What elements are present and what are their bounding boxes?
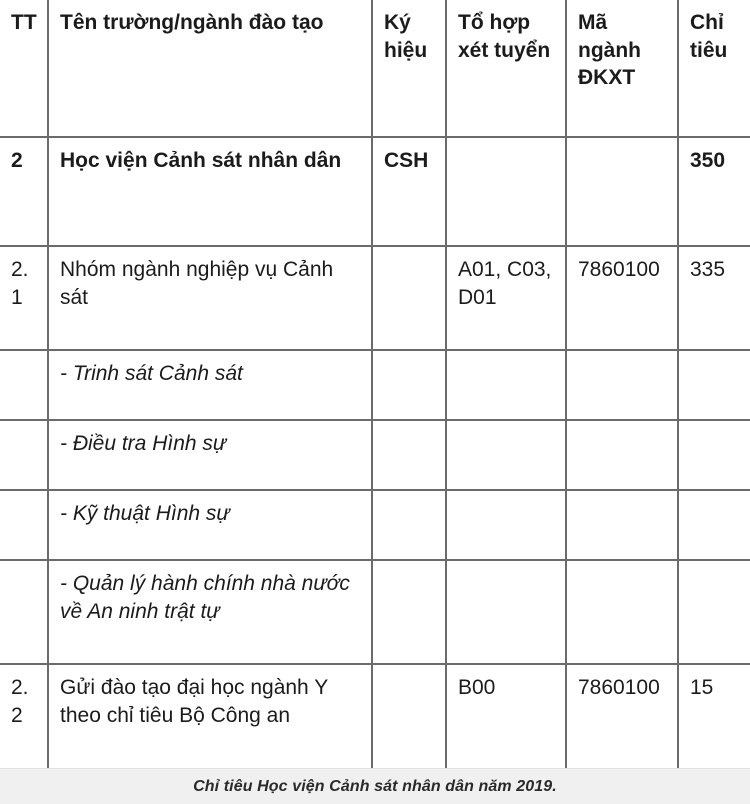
cell-combo <box>446 560 566 664</box>
cell-tt <box>0 350 48 420</box>
cell-tt <box>0 420 48 490</box>
column-header-name: Tên trường/ngành đào tạo <box>48 0 372 137</box>
figure-caption: Chỉ tiêu Học viện Cảnh sát nhân dân năm 2019. <box>193 777 557 795</box>
cell-code <box>372 490 446 560</box>
table-row <box>0 664 750 768</box>
cell-tt <box>0 560 48 664</box>
cell-combo: A01, C03, D01 <box>446 246 566 350</box>
table-row <box>0 137 750 246</box>
cell-tt <box>0 490 48 560</box>
cell-combo <box>446 420 566 490</box>
cell-tt: 2 <box>0 137 48 246</box>
column-header-code: Ký hiệu <box>372 0 446 137</box>
cell-quota <box>678 350 750 420</box>
cell-major <box>566 420 678 490</box>
cell-name: Nhóm ngành nghiệp vụ Cảnh sát <box>48 246 372 350</box>
table-row <box>0 350 750 420</box>
cell-major: 7860100 <box>566 246 678 350</box>
table-row <box>0 420 750 490</box>
cell-code: CSH <box>372 137 446 246</box>
cell-name: - Trinh sát Cảnh sát <box>48 350 372 420</box>
cell-major: 7860100 <box>566 664 678 768</box>
cell-quota: 350 <box>678 137 750 246</box>
cell-name: Gửi đào tạo đại học ngành Y theo chỉ tiêu Bộ Công an <box>48 664 372 768</box>
table-header-row <box>0 0 750 137</box>
cell-combo: B00 <box>446 664 566 768</box>
cell-major <box>566 490 678 560</box>
cell-name: Học viện Cảnh sát nhân dân <box>48 137 372 246</box>
cell-quota <box>678 420 750 490</box>
column-header-tt: TT <box>0 0 48 137</box>
cell-quota <box>678 490 750 560</box>
cell-code <box>372 664 446 768</box>
cell-combo <box>446 350 566 420</box>
column-header-major: Mã ngành ĐKXT <box>566 0 678 137</box>
cell-code <box>372 420 446 490</box>
cell-quota <box>678 560 750 664</box>
cell-combo <box>446 490 566 560</box>
cell-tt: 2.2 <box>0 664 48 768</box>
cell-major <box>566 560 678 664</box>
figure-caption-bar <box>0 768 750 804</box>
cell-name: - Điều tra Hình sự <box>48 420 372 490</box>
table-row <box>0 490 750 560</box>
cell-major <box>566 350 678 420</box>
cell-name: - Kỹ thuật Hình sự <box>48 490 372 560</box>
cell-quota: 15 <box>678 664 750 768</box>
cell-tt: 2.1 <box>0 246 48 350</box>
table-row <box>0 246 750 350</box>
cell-code <box>372 350 446 420</box>
column-header-combo: Tổ hợp xét tuyển <box>446 0 566 137</box>
column-header-quota: Chỉ tiêu <box>678 0 750 137</box>
cell-name: - Quản lý hành chính nhà nước về An ninh trật tự <box>48 560 372 664</box>
table-row <box>0 560 750 664</box>
cell-quota: 335 <box>678 246 750 350</box>
cell-code <box>372 560 446 664</box>
cell-major <box>566 137 678 246</box>
cell-code <box>372 246 446 350</box>
cell-combo <box>446 137 566 246</box>
